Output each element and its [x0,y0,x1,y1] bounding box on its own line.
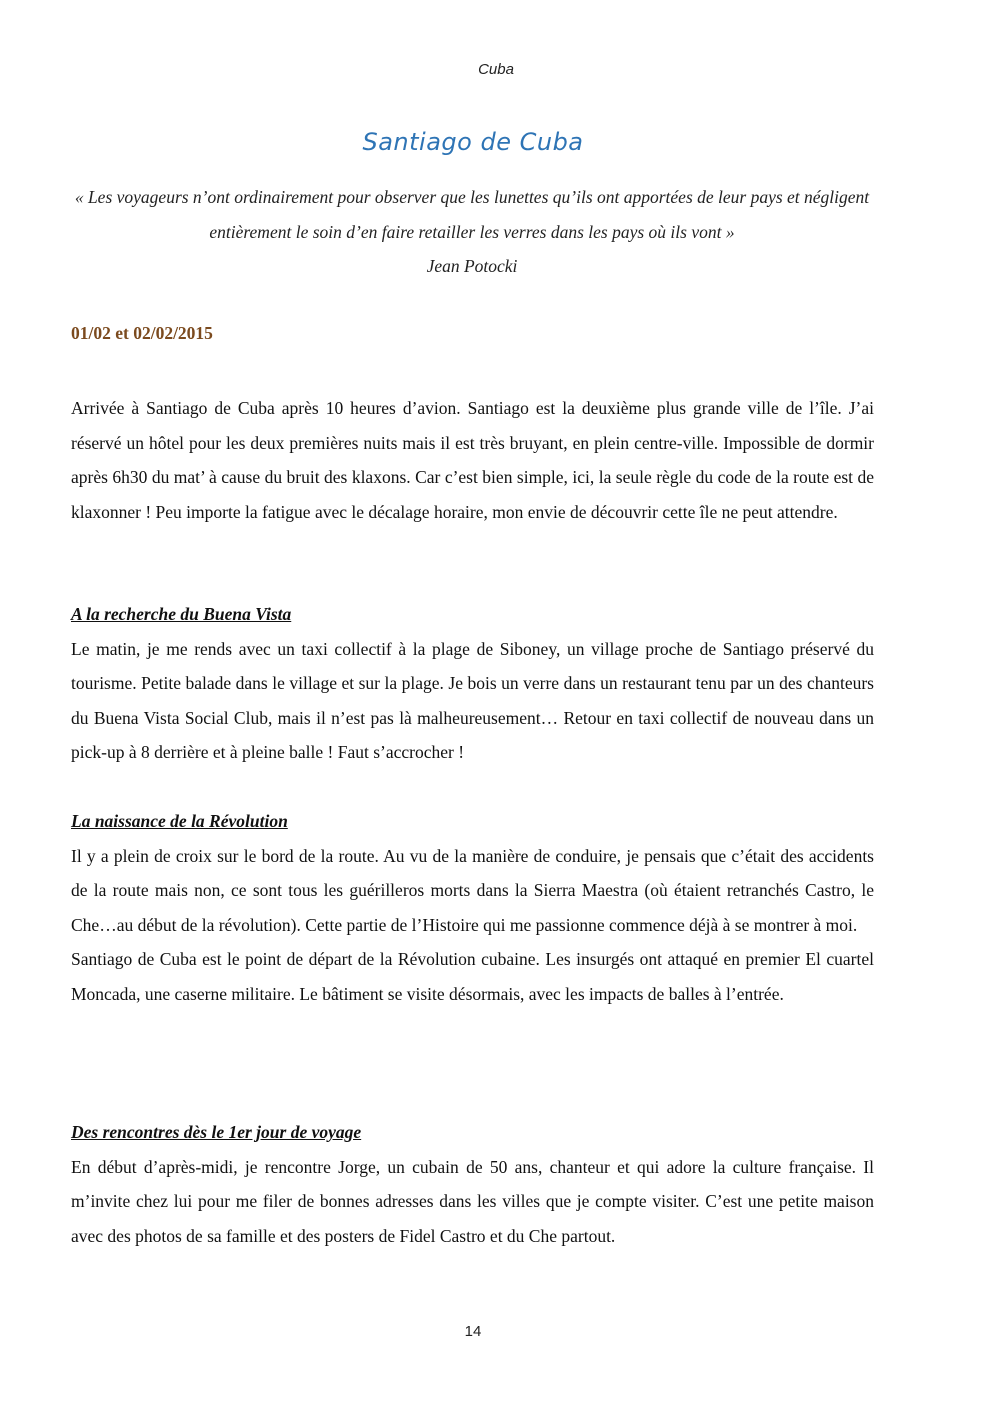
epigraph [70,180,874,284]
intro-paragraph [71,391,874,529]
paragraph: Le matin, je me rends avec un taxi collectif à la plage de Siboney, un village proche de Santiago préservé du tourisme. Petite balade dans le village et sur la plage. Je bois un verre dans un restaurant tenu par un des chanteurs du Buena Vista Social Club, mais il n’est pas là malheureusement… Retour en taxi collectif de nouveau dans un pick-up à 8 derrière et à pleine balle ! Faut s’accrocher ! [71,638,874,763]
paragraph: Arrivée à Santiago de Cuba après 10 heures d’avion. Santiago est la deuxième plus grande ville de l’île. J’ai réservé un hôtel pour les deux premières nuits mais il est très bruyant, en plein centre-ville. Impossible de dormir après 6h30 du mat’ à cause du bruit des klaxons. Car c’est bien simple, ici, la seule règle du code de la route est de klaxonner ! Peu importe la fatigue avec le décalage horaire, mon envie de découvrir cette île ne peut attendre. [71,398,874,522]
section-revolution [71,804,874,1012]
section-heading: A la recherche du Buena Vista [71,604,292,624]
section-buena-vista [71,597,874,770]
section-heading: Des rencontres dès le 1er jour de voyage [71,1122,362,1142]
page-number: 14 [464,1323,482,1340]
section-encounters [71,1115,874,1253]
paragraph: En début d’après-midi, je rencontre Jorge, un cubain de 50 ans, chanteur et qui adore la culture française. Il m’invite chez lui pour me filer de bonnes adresses dans les villes que je compte visiter. C’est une petite maison avec des photos de sa famille et des posters de Fidel Castro et du Che partout. [71,1156,874,1246]
epigraph-author: Jean Potocki [426,256,518,276]
section-heading: La naissance de la Révolution [71,811,288,831]
entry-date: 01/02 et 02/02/2015 [71,323,213,343]
paragraph: Il y a plein de croix sur le bord de la route. Au vu de la manière de conduire, je pensais que c’était des accidents de la route mais non, ce sont tous les guérilleros morts dans la Sierra Maestra (où étaient retranchés Castro, le Che…au début de la révolution). Cette partie de l’Histoire qui me passionne commence déjà à se montrer à moi. [71,845,874,935]
page-title: Santiago de Cuba [362,128,584,156]
paragraph: Santiago de Cuba est le point de départ de la Révolution cubaine. Les insurgés ont attaqué en premier El cuartel Moncada, une caserne militaire. Le bâtiment se visite désormais, avec les impacts de balles à l’entrée. [71,949,874,1004]
running-header: Cuba [478,61,514,78]
epigraph-text: « Les voyageurs n’ont ordinairement pour observer que les lunettes qu’ils ont apportées de leur pays et négligent entièrement le soin d’en faire retailler les verres dans les pays où ils vont » [74,187,870,242]
